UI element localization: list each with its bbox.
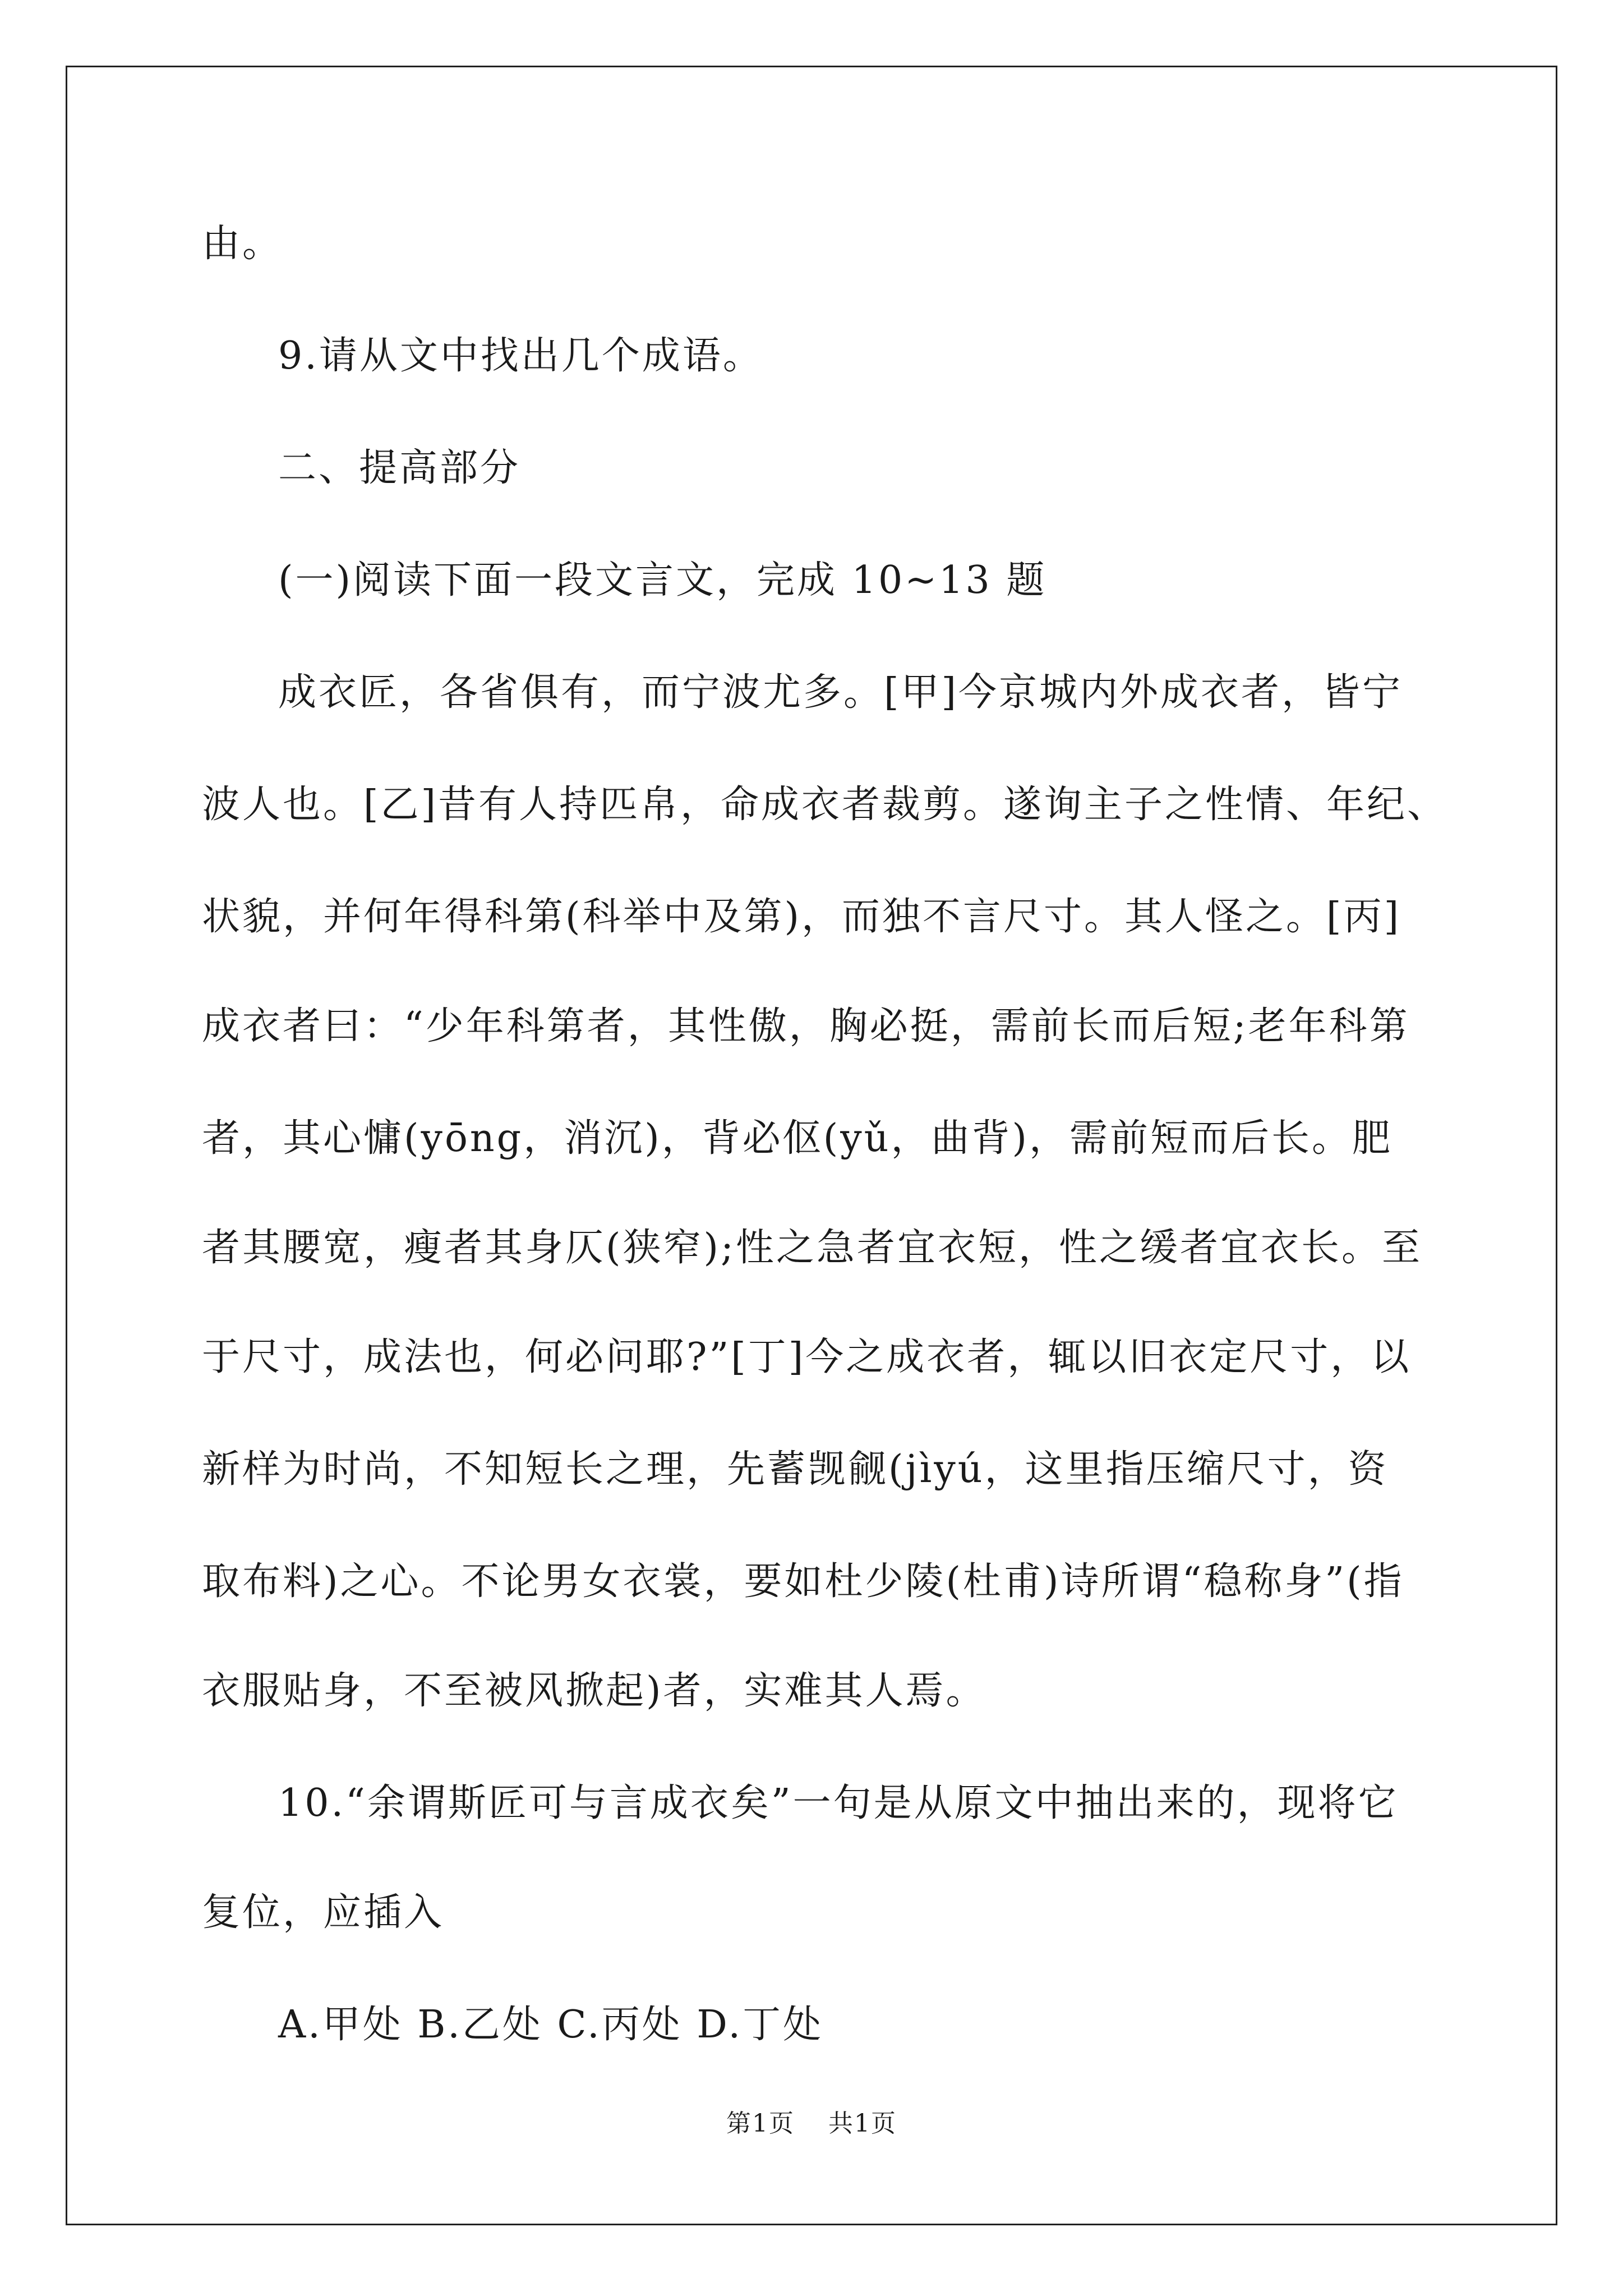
page-total: 共1页 <box>828 2109 897 2138</box>
text-line: 由。 <box>202 222 283 266</box>
page-number: 第1页 <box>726 2109 795 2138</box>
passage-line: 成衣者曰：“少年科第者，其性傲，胸必挺，需前长而后短;老年科第 <box>202 1004 1410 1048</box>
passage-line: 波人也。[乙]昔有人持匹帛，命成衣者裁剪。遂询主子之性情、年纪、 <box>202 783 1448 827</box>
passage-line: 成衣匠，各省俱有，而宁波尤多。[甲]今京城内外成衣者，皆宁 <box>278 670 1403 715</box>
passage-line: 于尺寸，成法也，何必问耶?”[丁]今之成衣者，辄以旧衣定尺寸，以 <box>202 1335 1412 1379</box>
question-9: 9.请从文中找出几个成语。 <box>278 334 763 378</box>
answer-options: A.甲处 B.乙处 C.丙处 D.丁处 <box>278 2003 824 2047</box>
section-heading: 二、提高部分 <box>278 446 521 490</box>
passage-line: 新样为时尚，不知短长之理，先蓄觊觎(jìyú，这里指压缩尺寸，资 <box>202 1447 1389 1492</box>
passage-line: 状貌，并何年得科第(科举中及第)，而独不言尺寸。其人怪之。[丙] <box>202 895 1401 939</box>
passage-line: 者其腰宽，瘦者其身仄(狭窄);性之急者宜衣短，性之缓者宜衣长。至 <box>202 1226 1422 1270</box>
passage-line: 者，其心慵(yōng，消沉)，背必伛(yǔ，曲背)，需前短而后长。肥 <box>202 1116 1393 1161</box>
reading-instruction: (一)阅读下面一段文言文，完成 10~13 题 <box>278 558 1047 602</box>
page-footer <box>0 2108 1623 2139</box>
passage-line: 衣服贴身，不至被风掀起)者，实难其人焉。 <box>202 1669 986 1713</box>
question-10-continued: 复位，应插入 <box>202 1890 445 1935</box>
question-10: 10.“余谓斯匠可与言成衣矣”一句是从原文中抽出来的，现将它 <box>278 1781 1399 1825</box>
passage-line: 取布料)之心。不论男女衣裳，要如杜少陵(杜甫)诗所谓“稳称身”(指 <box>202 1559 1404 1604</box>
